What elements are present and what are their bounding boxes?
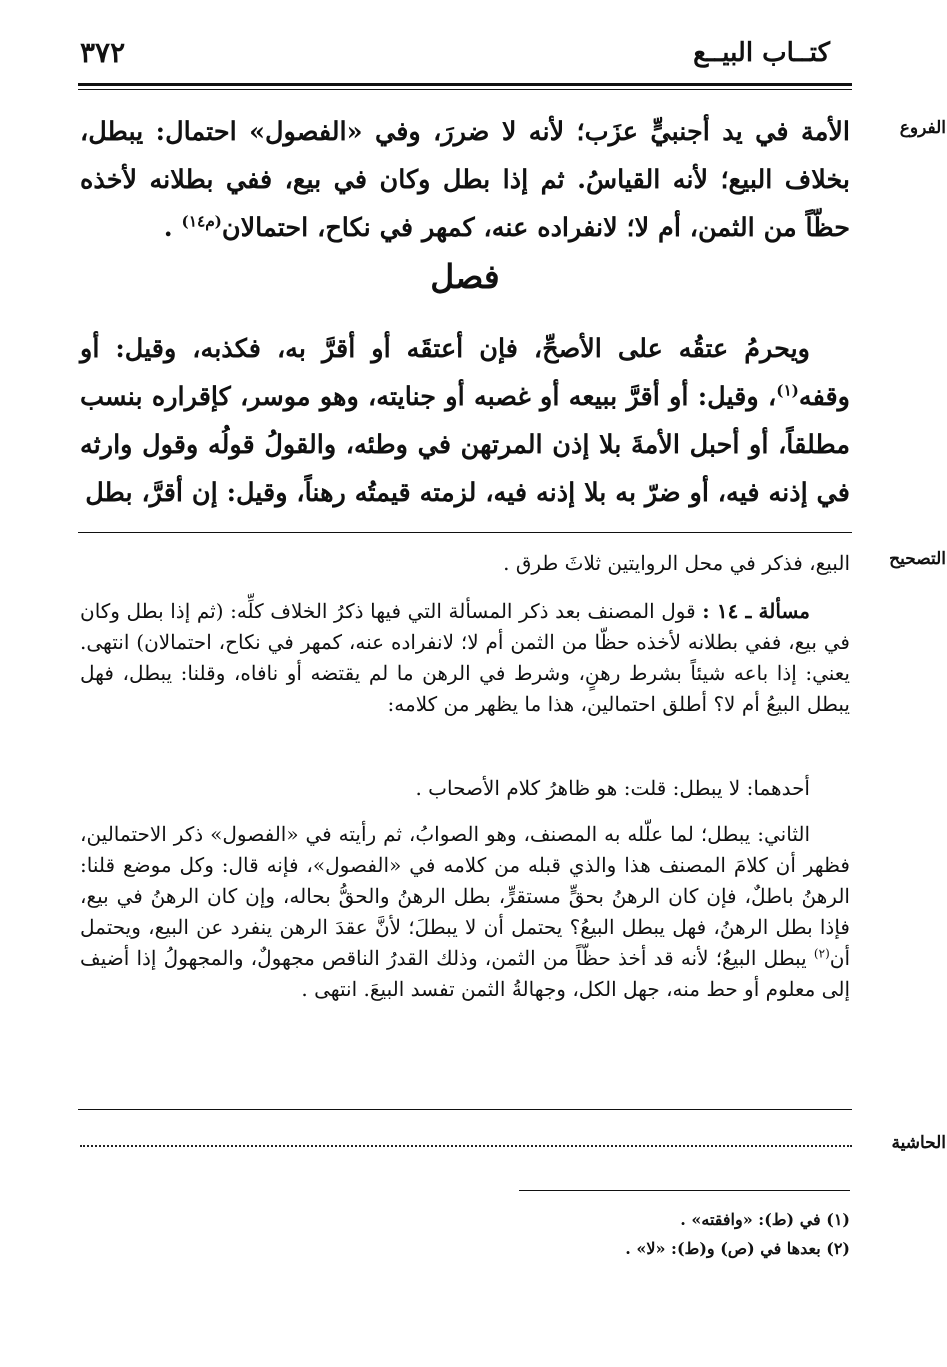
label-furu: الفروع [899, 118, 946, 138]
header-rule [78, 83, 852, 86]
header-rule-thin [78, 89, 852, 90]
first-opinion-text: أحدهما: لا يبطل: قلت: هو ظاهرُ كلام الأصحاب . [415, 776, 810, 800]
furu-ref-mark: (م١٤) [181, 212, 222, 231]
footnote-mark-1: (١) [776, 381, 799, 400]
second-opinion-a: الثاني: يبطل؛ لما علّله به المصنف، وهو الصوابُ، ثم رأيته في «الفصول» ذكر الاحتمالين، فظهر أن كلامَ المصنف هذا والذي قبله من كلامه في «الفصول»، فإنه قال: وكل موضع قلنا: الرهنُ باطلٌ، فإن كان الرهنُ بحقٍّ مستقرٍّ، بطل الرهنُ والحقُّ بحاله، وإن كان الرهنُ في بيع، فإذا بطل الرهنُ، فهل يبطل البيعُ؟ يحتمل أن لا يبطلَ؛ لأنَّ عقدَ الرهن ينفرد عن البيع، ويحتمل أن [80, 822, 850, 970]
masala-text: قول المصنف بعد ذكر المسألة التي فيها ذكرُ الخلاف كلِّه: (ثم إذا بطل وكان في بيع، ففي بطلانه لأخذه حظّا من الثمن أم لا؛ لانفراده عنه، كمهر في نكاح، احتمالان) انتهى. يعني: إذا باعه شيئاً بشرط رهنٍ، وشرط في الرهن ما لم يقتضه أو نافاه، وقلنا: يبطل، فهل يبطل البيعُ أم لا؟ أطلق احتمالين، هذا ما يظهر من كلامه: [80, 599, 850, 716]
tashih-line1 [80, 548, 850, 585]
second-opinion-b: يبطل البيعُ؛ لأنه قد أخذ حظّاً من الثمن، وذلك القدرُ الناقص مجهولٌ، والمجهولُ إذا أضيف إلى معلوم أو حط منه، جهل الكل، وجهالةُ الثمن تفسد البيعَ. انتهى . [80, 946, 850, 1001]
second-opinion [80, 819, 850, 1011]
footnote-rule [519, 1190, 850, 1191]
furu-body: الأمة في يد أجنبيٍّ عزَب؛ لأنه لا ضررَ، وفي «الفصول» احتمال: يبطل، بخلاف البيع؛ لأنه القياسُ. ثم إذا بطل وكان في بيع، ففي بطلانه لأخذه حظّاً من الثمن، أم لا؛ لانفراده عنه، كمهر في نكاح، احتمالان [80, 117, 850, 243]
furu-end: . [163, 213, 182, 243]
footnote-1: (١) في (ط): «وافقته» . [680, 1210, 850, 1229]
footnote-2: (٢) بعدها في (ص) و(ط): «لا» . [625, 1239, 850, 1258]
running-title: كتــاب البيــع [693, 38, 830, 68]
masala-paragraph [80, 596, 850, 726]
first-opinion [80, 773, 850, 810]
label-hashiya: الحاشية [891, 1133, 946, 1153]
page-number: ٣٧٢ [80, 36, 126, 69]
fasl-text [80, 325, 850, 517]
tashih-line1-text: البيع، فذكر في محل الروايتين ثلاثَ طرق . [503, 551, 850, 575]
tashih-divider [78, 1109, 852, 1110]
footnote-mark-2: (٢) [813, 946, 830, 961]
fasl-part2: ، وقيل: أو أقرَّ ببيعه أو غصبه أو جنايته، وهو موسر، كإقراره بنسب مطلقاً، أو أحبل الأمةَ بلا إذن المرتهن في وطئه، والقولُ قولُه وقول وارثه في إذنه فيه، أو ضرّ به بلا إذنه فيه، لزمته قيمتُه رهناً، وقيل: إن أقرَّ، بطل [80, 382, 850, 508]
masala-label: مسألة ـ ١٤ : [702, 599, 811, 623]
furu-text [80, 108, 850, 252]
section-heading: فصل [430, 257, 500, 296]
label-tashih: التصحيح [889, 549, 946, 569]
hashiya-dotted-line [80, 1145, 852, 1147]
fasl-part1: ويحرمُ عتقُه على الأصحِّ، فإن أعتقَه أو أقرَّ به، فكذبه، وقيل: أو وقفه [80, 334, 850, 412]
section-divider [78, 532, 852, 533]
